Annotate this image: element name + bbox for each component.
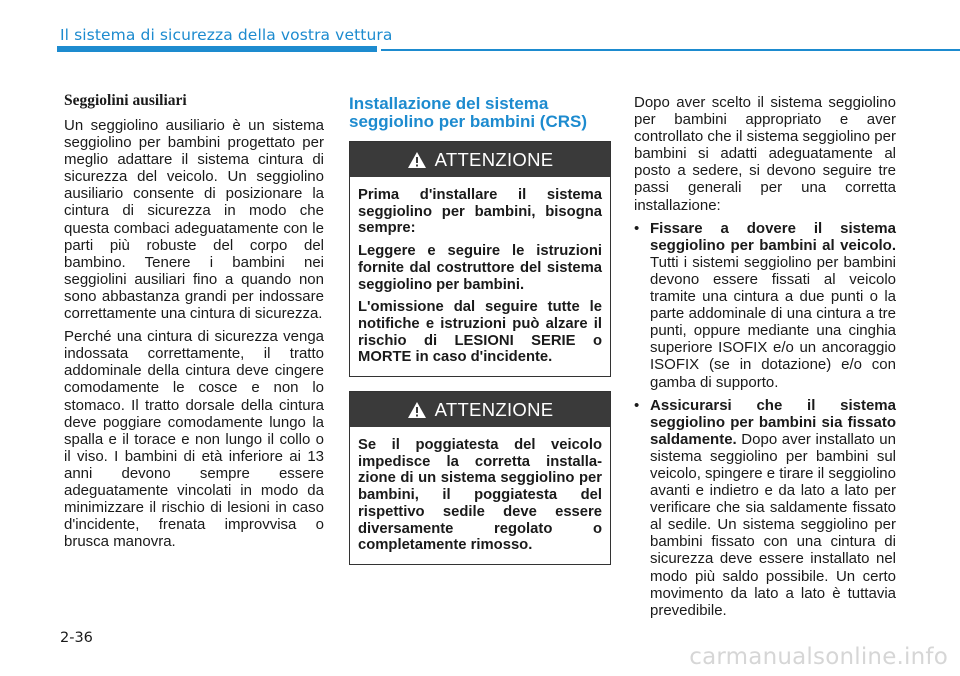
warning-triangle-icon [407, 401, 427, 419]
column-left [64, 92, 324, 556]
paragraph: Perché una cintura di sicurezza venga indossata correttamente, il tratto addominale della cintura deve cingere comodamente le cosce e non lo stomaco. Il tratto dorsale della cintura deve poggiare comodamente lungo la spalla e il torace e non lungo il collo o il viso. I bambini di età inferiore ai 13 anni devono sempre essere adeguatamente vincolati in modo da minimizzare il rischio di lesioni in caso d'incidente, frenata improvvisa o brusca manovra. [64, 328, 324, 551]
warning-label: ATTENZIONE [434, 148, 554, 170]
list-item-text: Tutti i sistemi seggiolino per bambini devono essere fissati al veicolo tramite una cintura a due punti o la parte addominale di una cintura a tre punti, oppure mediante una cinghia superiore ISOFIX e/o un ancoraggio ISOFIX (se in dotazione) e/o con gamba di supporto. [650, 253, 896, 391]
warning-header [350, 142, 610, 177]
header-rule-thin [381, 49, 960, 51]
warning-header [350, 392, 610, 427]
warning-box [349, 141, 611, 377]
warning-body [350, 427, 610, 564]
paragraph: Un seggiolino ausiliario è un sistema seggiolino per bambini progettato per meglio adattare il sistema cintura di sicurezza del veicolo. Un seggiolino ausiliario consente di posizionare la cintura di sicurezza in modo che questa combaci adeguatamente con le parti più robuste del corpo del bambino. Tenere i bambini nei seggiolini ausiliari fino a quando non sono abbastanza grandi per indossare correttamente una cintura di sicurezza. [64, 117, 324, 323]
list-item [634, 220, 896, 391]
page-number: 2-36 [60, 630, 93, 646]
warning-body [350, 177, 610, 376]
bullet-marker: • [634, 219, 640, 237]
warning-box [349, 391, 611, 565]
column-right [634, 94, 896, 625]
list-item-text: Dopo aver installato un sistema seggiolino per bambini sul veicolo, spingere e tirare il seggiolino avanti e indietro e da lato a lato per verificare che sia saldamente fissato al sedile. Un sistema seggiolino per bambini fissato con una cintura di sicurezza deve essere installato nel modo più saldo possibile. Un certo movimento da lato a lato è tuttavia prevedibile. [650, 430, 896, 619]
intro-paragraph: Dopo aver scelto il sistema seggiolino per bambini appropriato e aver controllato che il sistema seggiolino per bambini si adatti adeguatamente al posto a sedere, si devono seguire tre passi generali per una corretta installazione: [634, 94, 896, 214]
list-item [634, 397, 896, 619]
section-title-crs-installation: Installazione del sistema seggiolino per bambini (CRS) [349, 94, 588, 131]
watermark: carmanualsonline.info [689, 644, 948, 670]
list-item-bold: Assicurarsi che il sistema seggiolino per bambini sia fissato saldamente. [650, 396, 896, 448]
list-item-bold: Fissare a dovere il sistema seggiolino per bambini al veicolo. [650, 219, 896, 254]
section-header-title: Il sistema di sicurezza della vostra vettura [60, 26, 393, 44]
warning-text: Se il poggiatesta del veicolo impedisce la corretta installa-zione di un sistema seggiolino per bambini, il poggiatesta del rispettivo sedile deve essere diversamente regolato o completamente rimosso. [358, 437, 602, 554]
warning-text: L'omissione dal seguire tutte le notifiche e istruzioni può alzare il rischio di LESIONI SERIE o MORTE in caso d'incidente. [358, 299, 602, 366]
steps-list [634, 220, 896, 619]
warning-text: Prima d'installare il sistema seggiolino per bambini, bisogna sempre: [358, 187, 602, 237]
warning-triangle-icon [407, 151, 427, 169]
warning-label: ATTENZIONE [434, 398, 554, 420]
bullet-marker: • [634, 396, 640, 414]
subheading-booster-seats: Seggiolini ausiliari [64, 92, 187, 109]
warning-text: Leggere e seguire le istruzioni fornite dal costruttore del sistema seggiolino per bambini. [358, 243, 602, 293]
column-middle [349, 92, 611, 579]
header-rule-thick [57, 46, 377, 52]
